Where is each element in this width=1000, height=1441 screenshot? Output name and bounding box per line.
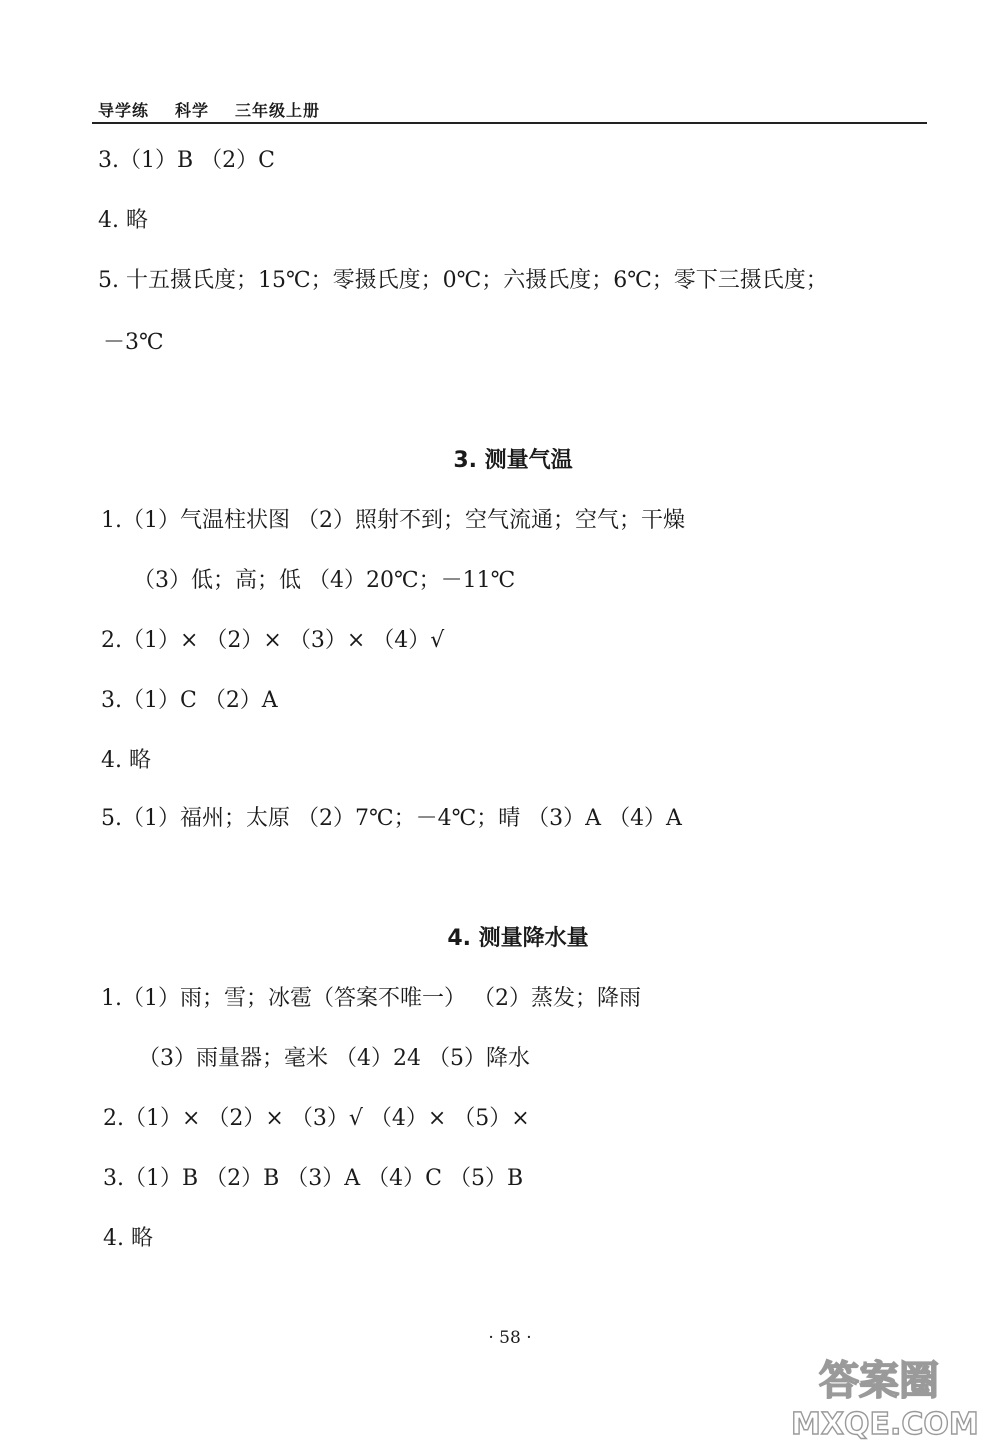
watermark-logo-icon bbox=[785, 1348, 1000, 1441]
answer-line: （3）低；高；低 （4）20℃；－11℃ bbox=[133, 568, 516, 593]
section-title: 3. 测量气温 bbox=[453, 448, 573, 473]
page-number: · 58 · bbox=[488, 1328, 532, 1348]
answer-line: 4. 略 bbox=[103, 1226, 153, 1251]
answer-line: 3.（1）B （2）C bbox=[98, 148, 275, 173]
subject-name: 科学 bbox=[175, 101, 210, 120]
answer-line: （3）雨量器；毫米 （4）24 （5）降水 bbox=[138, 1046, 530, 1071]
answer-line: －3℃ bbox=[103, 330, 164, 355]
watermark-top-text: 答案圈 bbox=[819, 1358, 939, 1404]
answer-line: 3.（1）B （2）B （3）A （4）C （5）B bbox=[103, 1166, 524, 1191]
answer-line: 4. 略 bbox=[101, 748, 151, 773]
answer-line: 1.（1）雨；雪；冰雹（答案不唯一） （2）蒸发；降雨 bbox=[101, 986, 641, 1011]
answer-line: 2.（1）× （2）× （3）√ （4）× （5）× bbox=[103, 1106, 530, 1131]
answer-line: 5.（1）福州；太原 （2）7℃；－4℃；晴 （3）A （4）A bbox=[101, 806, 682, 831]
answer-line: 1.（1）气温柱状图 （2）照射不到；空气流通；空气；干燥 bbox=[101, 508, 685, 533]
grade-volume: 三年级上册 bbox=[235, 101, 321, 120]
running-header bbox=[98, 98, 346, 121]
answer-line: 2.（1）× （2）× （3）× （4）√ bbox=[101, 628, 445, 653]
header-rule bbox=[92, 122, 927, 124]
watermark-url-text: MXQE.COM bbox=[791, 1407, 979, 1441]
book-title: 导学练 bbox=[98, 101, 150, 120]
section-title: 4. 测量降水量 bbox=[447, 926, 589, 951]
answer-line: 5. 十五摄氏度；15℃；零摄氏度；0℃；六摄氏度；6℃；零下三摄氏度； bbox=[98, 268, 828, 293]
answer-line: 4. 略 bbox=[98, 208, 148, 233]
answer-line: 3.（1）C （2）A bbox=[101, 688, 278, 713]
